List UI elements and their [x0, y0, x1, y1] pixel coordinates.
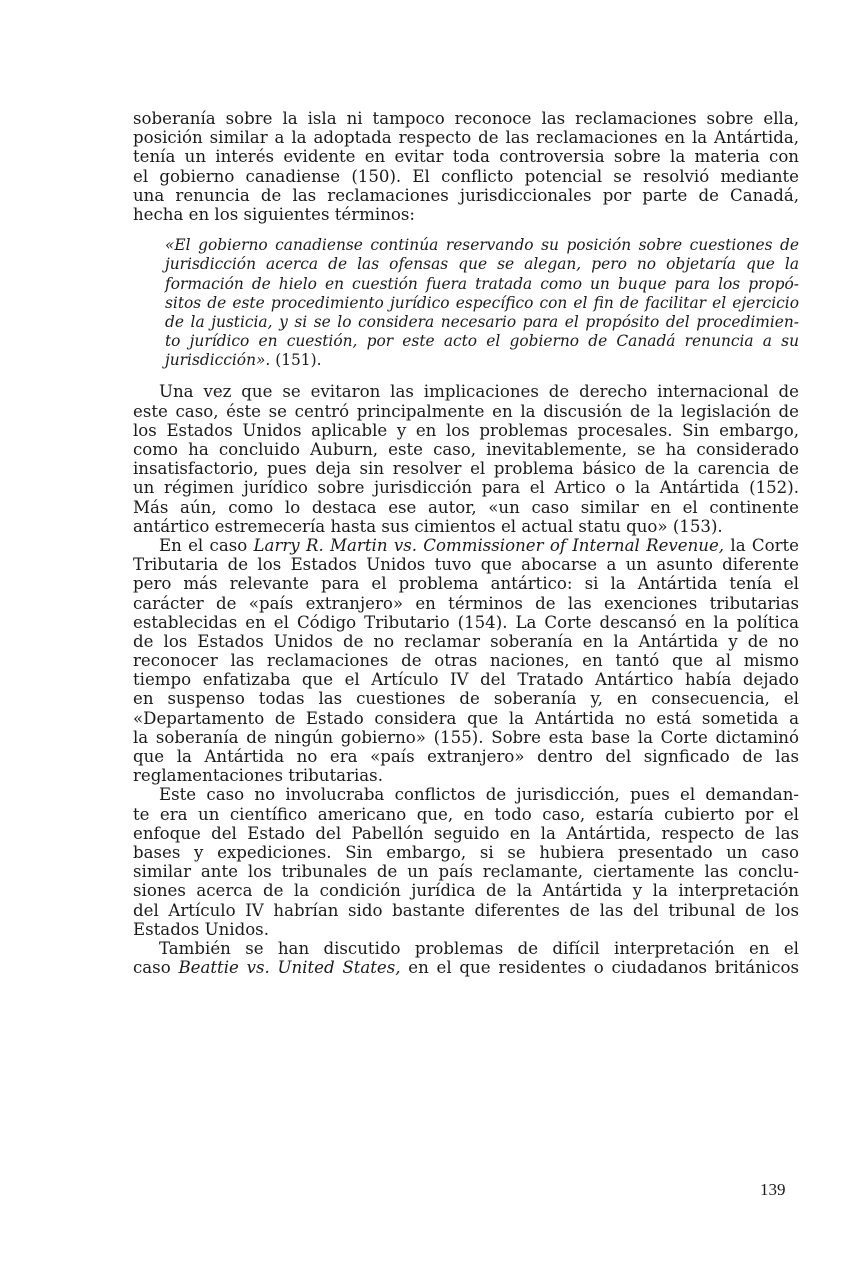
text-line: Más aún, como lo destaca ese autor, «un caso similar en el continente — [133, 497, 799, 517]
text-line: Tributaria de los Estados Unidos tuvo que abocarse a un asunto diferente — [133, 555, 799, 575]
text-line: reglamentaciones tributarias. — [133, 766, 383, 786]
text-line: este caso, éste se centró principalmente en la discusión de la legislación de — [133, 401, 799, 421]
text-line: similar ante los tribunales de un país reclamante, ciertamente las conclu- — [133, 862, 799, 882]
text-line: de los Estados Unidos de no reclamar soberanía en la Antártida y de no — [133, 631, 799, 651]
paragraph-3 — [133, 536, 799, 785]
text-line: antártico estremecería hasta sus cimientos el actual statu quo» (153). — [133, 516, 723, 536]
text-line: del Artículo IV habrían sido bastante diferentes de las del tribunal de los — [133, 900, 799, 920]
text-line: insatisfactorio, pues deja sin resolver el problema básico de la carencia de — [133, 459, 799, 479]
spacer — [133, 224, 799, 236]
text-line: bases y expediciones. Sin embargo, si se hubiera presentado un caso — [133, 842, 799, 862]
text-line: «Departamento de Estado considera que la Antártida no está sometida a — [133, 708, 799, 728]
text-run: la Corte — [724, 535, 800, 555]
quote-last-line — [165, 351, 799, 370]
text-line: posición similar a la adoptada respecto de las reclamaciones en la Antártida, — [133, 128, 799, 148]
quote-line: jurisdicción acerca de las ofensas que se alegan, pero no objetaría que la — [165, 255, 799, 274]
quote-line: «El gobierno canadiense continúa reservando su posición sobre cuestiones de — [165, 236, 799, 255]
text-line: enfoque del Estado del Pabellón seguido en la Antártida, respecto de las — [133, 823, 799, 843]
quote-line: de la justicia, y si se lo considera necesario para el propósito del procedimien- — [165, 312, 799, 331]
quote-line: formación de hielo en cuestión fuera tratada como un buque para los propó- — [165, 274, 799, 293]
text-line: en suspenso todas las cuestiones de soberanía y, en consecuencia, el — [133, 689, 799, 709]
text-line: soberanía sobre la isla ni tampoco reconoce las reclamaciones sobre ella, — [133, 109, 799, 128]
text-line: te era un científico americano que, en todo caso, estaría cubierto por el — [133, 804, 799, 824]
footnote-ref: (151). — [270, 351, 322, 370]
block-quote — [165, 236, 799, 370]
text-run: en el que residentes o ciudadanos británicos — [400, 958, 799, 978]
paragraph-5 — [133, 939, 799, 977]
text-line: Estados Unidos. — [133, 919, 269, 939]
quote-line: to jurídico en cuestión, por este acto el gobierno de Canadá renuncia a su — [165, 332, 799, 351]
text-line: hecha en los siguientes términos: — [133, 204, 415, 224]
paragraph-2 — [133, 382, 799, 536]
text-line: carácter de «país extranjero» en términos de las exenciones tributarias — [133, 593, 799, 613]
page-body — [133, 109, 799, 977]
page-number: 139 — [760, 1180, 786, 1199]
text-line: Este caso no involucraba conflictos de jurisdicción, pues el demandan- — [159, 785, 799, 805]
case-name: Larry R. Martin vs. Commissioner of Internal Revenue, — [253, 535, 725, 555]
quote-line: sitos de este procedimiento jurídico específico con el fin de facilitar el ejercicio — [165, 293, 799, 312]
paragraph-4 — [133, 785, 799, 939]
text-line: tenía un interés evidente en evitar toda controversia sobre la materia con — [133, 147, 799, 167]
text-line: el gobierno canadiense (150). El conflicto potencial se resolvió mediante — [133, 166, 799, 186]
text-line: reconocer las reclamaciones de otras naciones, en tantó que al mismo — [133, 651, 799, 671]
text-line: que la Antártida no era «país extranjero» dentro del signficado de las — [133, 747, 799, 766]
text-line: los Estados Unidos aplicable y en los problemas procesales. Sin embargo, — [133, 420, 799, 440]
text-line: Una vez que se evitaron las implicaciones de derecho internacional de — [159, 382, 799, 402]
text-line: la soberanía de ningún gobierno» (155). Sobre esta base la Corte dictaminó — [133, 727, 799, 747]
text-line — [133, 958, 799, 977]
case-name: Beattie vs. United States, — [178, 958, 401, 978]
quote-italic-end: jurisdicción». — [165, 351, 271, 370]
text-line: establecidas en el Código Tributario (154). La Corte descansó en la política — [133, 612, 799, 632]
text-line: También se han discutido problemas de difícil interpretación en el — [159, 938, 799, 958]
paragraph-1 — [133, 109, 799, 224]
text-line: un régimen jurídico sobre jurisdicción para el Artico o la Antártida (152). — [133, 478, 799, 498]
text-line: como ha concluido Auburn, este caso, inevitablemente, se ha considerado — [133, 440, 799, 459]
text-line — [133, 536, 799, 555]
text-line: una renuncia de las reclamaciones jurisdiccionales por parte de Canadá, — [133, 185, 799, 205]
spacer — [133, 370, 799, 382]
text-line: tiempo enfatizaba que el Artículo IV del Tratado Antártico había dejado — [133, 670, 799, 690]
text-line: pero más relevante para el problema antártico: si la Antártida tenía el — [133, 574, 799, 594]
text-run: caso — [133, 958, 179, 978]
text-run: En el caso — [159, 535, 254, 555]
text-line: siones acerca de la condición jurídica de la Antártida y la interpretación — [133, 881, 799, 901]
